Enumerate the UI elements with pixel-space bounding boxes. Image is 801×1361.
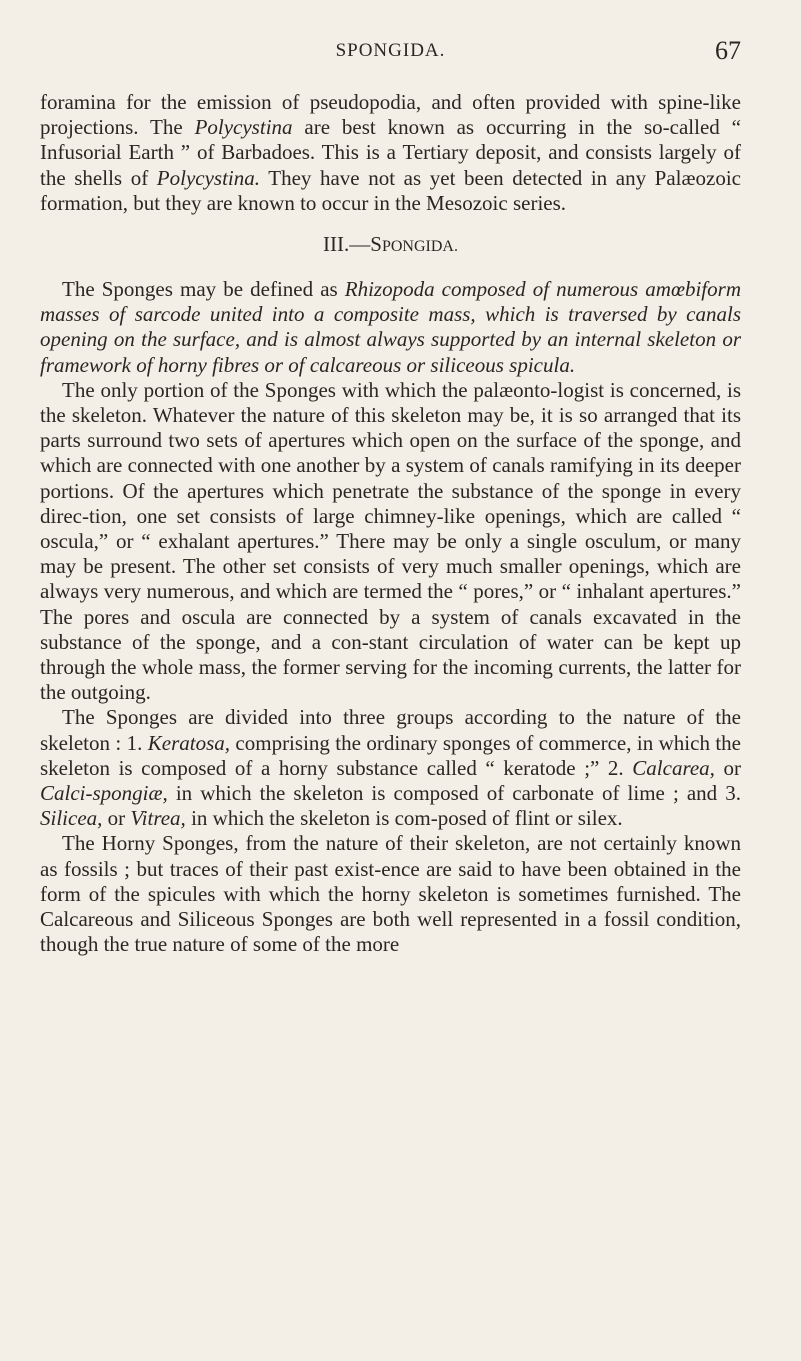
text-run: The Sponges may be defined as: [62, 277, 345, 302]
italic-term: Calci-spongiæ,: [40, 781, 168, 806]
italic-definition: Rhizopoda composed of numerous amœbiform masses of sarcode united into a composite mass, which is traversed by canals opening on the surface, and is almost always supported by an internal skeleton or framework of horny fibres or of calcareous or siliceous spicula.: [40, 277, 741, 377]
text-run: or: [102, 806, 131, 831]
heading-numeral: III.—S: [323, 232, 382, 257]
text-run: They have not as yet been detected in any Palæozoic formation, but they are known to occur in the Mesozoic series.: [40, 165, 741, 215]
italic-term: Keratosa,: [147, 730, 231, 755]
text-run: The Sponges are divided into three groups according to the nature of the skeleton : 1.: [40, 705, 741, 755]
paragraph-polycystina: [40, 90, 741, 216]
text-run: in which the skeleton is com-posed of flint or silex.: [185, 806, 623, 831]
text-run: comprising the ordinary sponges of commerce, in which the skeleton is composed of a horny substance called “ keratode ;” 2.: [40, 730, 741, 780]
page-number: 67: [715, 36, 741, 65]
italic-term: Calcarea,: [632, 755, 715, 780]
heading-title: PONGIDA.: [381, 238, 458, 256]
italic-term: Vitrea,: [130, 806, 186, 831]
text-run: are best known as occurring in the so-called “ Infusorial Earth ” of Barbadoes. This is a Tertiary deposit, and consists largely of the shells of: [40, 115, 741, 190]
paragraph-definition: [40, 277, 741, 378]
italic-term: Silicea,: [40, 806, 103, 831]
running-head: [40, 0, 741, 90]
text-run: The only portion of the Sponges with which the palæonto-logist is concerned, is the skeleton. Whatever the nature of this skeleton may be, it is so arranged that its parts surround two sets of apertures which open on the surface of the sponge, and which are connected with one another by a system of canals ramifying in its deeper portions. Of the apertures which penetrate the substance of the sponge in every direc-tion, one set consists of large chimney-like openings, which are called “ oscula,” or “ exhalant apertures.” There may be only a single osculum, or many may be present. The other set consists of very much smaller openings, which are always very numerous, and which are termed the “ pores,” or “ inhalant apertures.” The pores and oscula are connected by a system of canals excavated in the substance of the sponge, and a con-stant circulation of water can be kept up through the whole mass, the former serving for the incoming currents, the latter for the outgoing.: [40, 377, 741, 705]
section-heading: [40, 232, 741, 259]
paragraph-horny-sponges: [40, 831, 741, 957]
text-run: or: [714, 755, 742, 780]
italic-term: Polycystina.: [156, 165, 261, 190]
paragraph-groups: [40, 705, 741, 831]
text-run: foramina for the emission of pseudopodia, and often provided with spine-like projections. The: [40, 90, 741, 140]
text-run: The Horny Sponges, from the nature of their skeleton, are not certainly known as fossils ; but traces of their past exist-ence are said to have been obtained in the form of the spicules with which the horny skeleton is sometimes furnished. The Calcareous and Siliceous Sponges are both well represented in a fossil condition, though the true nature of some of the more: [40, 831, 741, 957]
text-run: in which the skeleton is composed of carbonate of lime ; and 3.: [167, 781, 741, 806]
paragraph-skeleton: [40, 378, 741, 706]
running-title: SPONGIDA.: [335, 40, 446, 61]
italic-term: Polycystina: [194, 115, 293, 140]
